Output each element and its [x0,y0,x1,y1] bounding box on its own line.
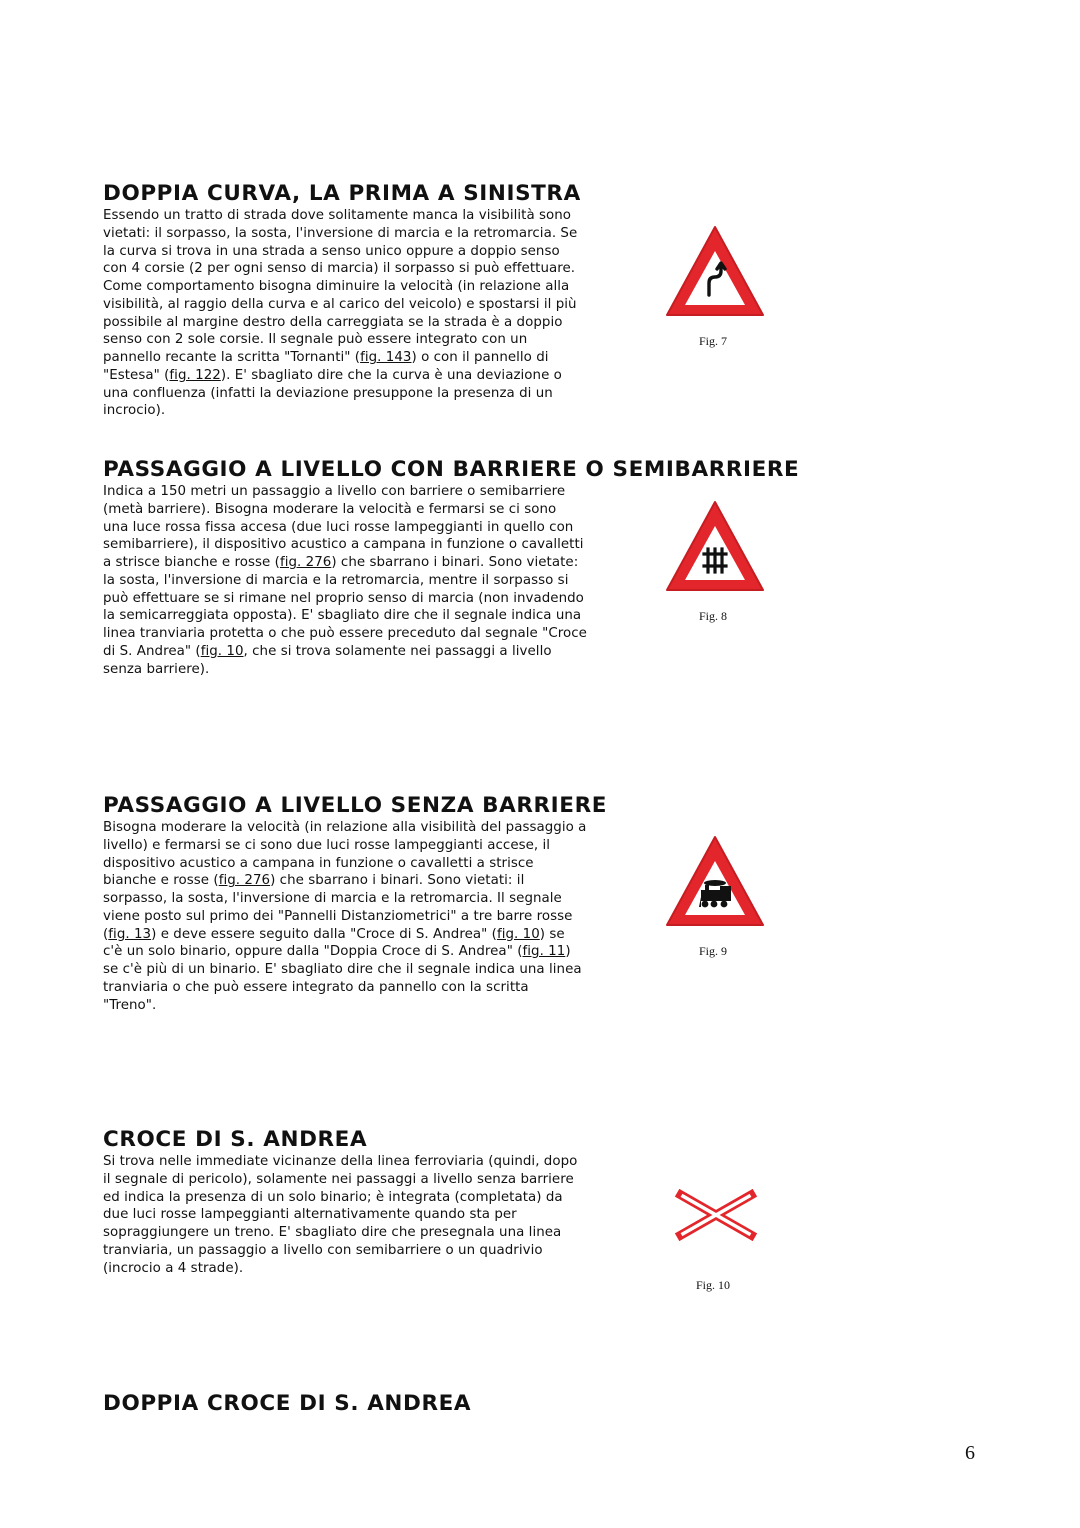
text-line: incrocio). [103,403,166,419]
section-body [103,819,631,1014]
text-line: la curva si trova in una strada a senso unico oppure a doppio senso [103,243,560,259]
text-line: senso con 2 sole corsie. Il segnale può essere integrato con un [103,332,528,348]
figure-reference-link[interactable]: fig. 276 [279,555,332,570]
figure-7 [662,223,768,319]
figure-reference-link[interactable]: fig. 143 [360,350,412,365]
text-line: il segnale di pericolo), solamente nei passaggi a livello senza barriere [103,1171,574,1187]
level-crossing-no-barriers-train-sign-icon [663,833,767,929]
text-line: ed indica la presenza di un solo binario; è integrata (completata) da [103,1189,563,1205]
text-line: "Treno". [103,997,157,1013]
figure-reference-link[interactable]: fig. 10 [496,926,540,942]
text-line: "Estesa" (fig. 122). E' sbagliato dire che la curva è una deviazione o [103,367,562,383]
section-title: PASSAGGIO A LIVELLO SENZA BARRIERE [103,793,608,818]
text-line: Come comportamento bisogna diminuire la velocità (in relazione alla [103,279,570,294]
text-line: (metà barriere). Bisogna moderare la velocità e fermarsi se ci sono [103,501,557,517]
figure-reference-link[interactable]: fig. 10 [200,643,244,659]
text-line: di S. Andrea" (fig. 10, che si trova solamente nei passaggi a livello [103,643,552,659]
text-line: sorpasso, la sosta, l'inversione di marcia e la retromarcia. Il segnale [103,891,562,906]
text-line: livello) e fermarsi se ci sono due luci rosse lampeggianti accese, il [103,837,551,853]
text-line: se c'è più di un binario. E' sbagliato dire che il segnale indica una linea [103,962,582,977]
figure-reference-link[interactable]: fig. 11 [522,944,566,960]
section-title: PASSAGGIO A LIVELLO CON BARRIERE O SEMIBARRIERE [103,457,800,482]
text-line: bianche e rosse (fig. 276) che sbarrano i binari. Sono vietati: il [103,873,525,889]
text-line: può effettuare se si rimane nel proprio senso di marcia (non invadendo [103,590,584,606]
section-title: DOPPIA CURVA, LA PRIMA A SINISTRA [103,181,581,206]
section-body [103,207,631,420]
text-line: viene posto sul primo dei "Pannelli Distanziometrici" a tre barre rosse [103,908,573,924]
text-line: a strisce bianche e rosse (fig. 276) che sbarrano i binari. Sono vietate: [103,555,579,570]
figure-reference-link[interactable]: fig. 276 [218,873,271,889]
text-line: Indica a 150 metri un passaggio a livello con barriere o semibarriere [103,484,566,499]
text-line: pannello recante la scritta "Tornanti" (fig. 143) o con il pannello di [103,350,549,365]
figure-10 [674,1188,758,1242]
text-line: la semicarreggiata opposta). E' sbagliato dire che il segnale indica una [103,608,582,624]
figure-caption: Fig. 10 [696,1278,731,1292]
text-line: la sosta, l'inversione di marcia e la retromarcia, mentre il sorpasso si [103,572,569,588]
page-number: 6 [965,1442,975,1464]
text-line: (fig. 13) e deve essere seguito dalla "Croce di S. Andrea" (fig. 10) se [103,926,565,942]
section-title: DOPPIA CROCE DI S. ANDREA [103,1391,472,1416]
text-line: visibilità, al raggio della curva e al carico del veicolo) e spostarsi il più [103,296,577,312]
text-line: linea tranviaria protetta o che può essere preceduto dal segnale "Croce [103,626,587,641]
section-double-curve [103,181,631,420]
text-line: due luci rosse lampeggianti alternativamente quando sta per [103,1207,517,1223]
text-line: c'è un solo binario, oppure dalla "Doppia Croce di S. Andrea" (fig. 11) [103,944,571,960]
figure-caption: Fig. 8 [699,609,728,623]
section-body [103,1153,631,1277]
figure-reference-link[interactable]: fig. 13 [108,926,152,942]
section-body [103,483,631,678]
text-line: Si trova nelle immediate vicinanze della linea ferroviaria (quindi, dopo [103,1154,578,1169]
section-st-andrews-cross [103,1127,631,1277]
text-line: con 4 corsie (2 per ogni senso di marcia) il sorpasso si può effettuare. [103,261,576,277]
text-line: semibarriere), il dispositivo acustico a campana in funzione o cavalletti [103,537,584,553]
text-line: sopraggiungere un treno. E' sbagliato dire che presegnala una linea [103,1225,562,1240]
section-level-crossing-no-barriers [103,793,631,1014]
st-andrews-cross-sign-icon [674,1188,758,1242]
figure-caption: Fig. 9 [699,944,728,958]
text-line: Bisogna moderare la velocità (in relazione alla visibilità del passaggio a [103,820,587,835]
text-line: senza barriere). [103,661,210,677]
text-line: (incrocio a 4 strade). [103,1260,244,1276]
text-line: tranviaria o che può essere integrato da pannello con la scritta [103,979,529,995]
figure-caption: Fig. 7 [699,334,728,348]
text-line: dispositivo acustico a campana in funzione o cavalletti a strisce [103,855,534,871]
double-curve-left-sign-icon [663,223,767,319]
text-line: vietati: il sorpasso, la sosta, l'inversione di marcia e la retromarcia. Se [103,225,578,241]
level-crossing-barriers-sign-icon [663,498,767,594]
figure-9 [662,833,768,929]
figure-reference-link[interactable]: fig. 122 [169,367,221,383]
section-title: CROCE DI S. ANDREA [103,1127,368,1152]
text-line: tranviaria, un passaggio a livello con semibarriere o un quadrivio [103,1242,543,1258]
text-line: Essendo un tratto di strada dove solitamente manca la visibilità sono [103,208,572,223]
text-line: una luce rossa fissa accesa (due luci rosse lampeggianti in quello con [103,519,574,535]
figure-8 [662,498,768,594]
text-line: possibile al margine destro della carreggiata se la strada è a doppio [103,314,563,330]
text-line: una confluenza (infatti la deviazione presuppone la presenza di un [103,385,553,401]
section-double-st-andrews-cross [103,1391,471,1417]
